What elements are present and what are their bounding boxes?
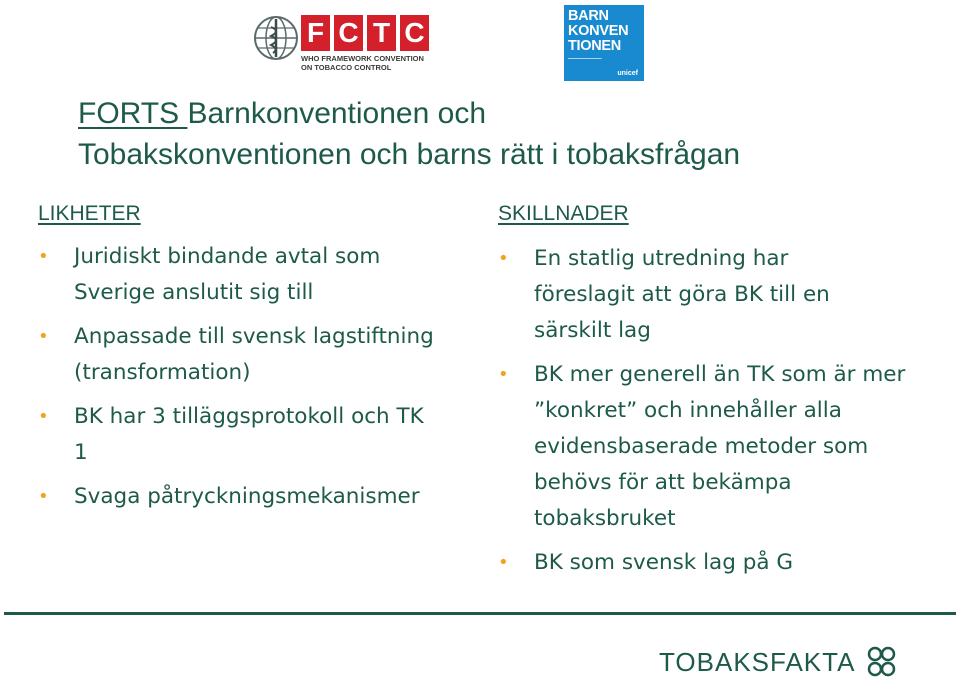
bk-logo-line-1: BARN [568, 8, 609, 24]
skillnader-column [498, 199, 918, 589]
list-item [498, 545, 934, 581]
likheter-heading: LIKHETER [38, 202, 141, 225]
fctc-logo [301, 15, 429, 73]
list-item [38, 479, 514, 515]
bullet-icon: • [498, 552, 509, 573]
fctc-letter: C [400, 15, 429, 51]
likheter-list [38, 239, 478, 515]
tobaksfakta-mark-icon [861, 642, 901, 682]
fctc-letter: C [334, 15, 363, 51]
unicef-wordmark: unicef [617, 70, 638, 77]
bullet-icon: • [38, 246, 49, 267]
bullet-icon: • [498, 364, 509, 385]
title-line-1 [78, 93, 898, 134]
likheter-column [38, 199, 478, 523]
tobaksfakta-logo [659, 642, 901, 682]
bk-logo-line-2: KONVEN [568, 23, 629, 39]
fctc-subtitle-1: WHO FRAMEWORK CONVENTION [301, 54, 424, 63]
title-prefix: FORTS [78, 97, 188, 130]
footer-divider [4, 612, 956, 615]
title-line-2: Tobakskonventionen och barns rätt i tobaksfrågan [78, 138, 741, 171]
who-emblem-logo [253, 15, 299, 61]
barnkonventionen-logo [564, 5, 644, 81]
list-item-text: BK har 3 tilläggsprotokoll och TK 1 [74, 404, 424, 465]
bk-logo-fineprint: ━━━━━━━━━━━━━━ [568, 56, 602, 61]
list-item-text: BK som svensk lag på G [534, 550, 794, 575]
list-item [498, 241, 884, 349]
slide-title [78, 93, 898, 175]
list-item [38, 399, 444, 471]
bullet-icon: • [38, 326, 49, 347]
list-item-text: En statlig utredning har föreslagit att göra BK till en särskilt lag [534, 246, 830, 343]
list-item [498, 357, 934, 537]
list-item-text: Svaga påtryckningsmekanismer [74, 484, 420, 509]
bullet-icon: • [38, 406, 49, 427]
title-line-1-rest: Barnkonventionen och [187, 97, 487, 130]
list-item-text: Juridiskt bindande avtal som Sverige anslutit sig till [74, 244, 381, 305]
fctc-letter: T [367, 15, 396, 51]
tobaksfakta-wordmark: TOBAKSFAKTA [659, 647, 856, 677]
list-item [38, 239, 434, 311]
bullet-icon: • [498, 248, 509, 269]
bullet-icon: • [38, 486, 49, 507]
list-item-text: Anpassade till svensk lagstiftning (transformation) [74, 324, 434, 385]
list-item-text: BK mer generell än TK som är mer ”konkret” och innehåller alla evidensbaserade metoder som behövs för att bekämpa tobaksbruket [534, 362, 906, 531]
fctc-letter: F [301, 15, 330, 51]
skillnader-heading: SKILLNADER [498, 202, 629, 225]
fctc-subtitle-2: ON TOBACCO CONTROL [301, 63, 392, 72]
list-item [38, 319, 434, 391]
skillnader-list [498, 241, 918, 581]
bk-logo-line-3: TIONEN [568, 38, 621, 54]
